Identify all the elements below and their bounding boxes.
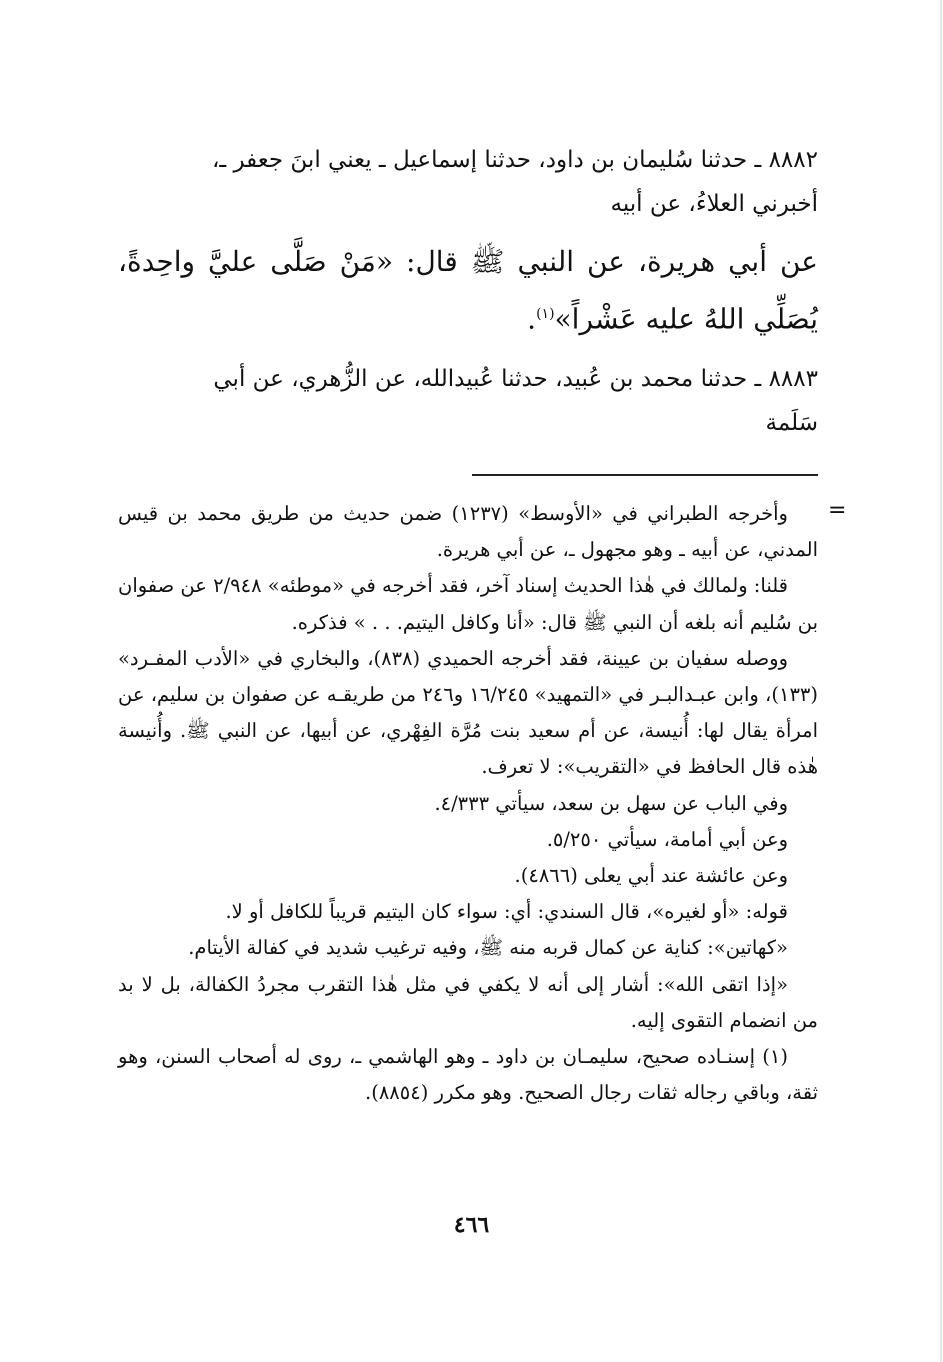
footnote-paragraph: وعن أبي أمامة، سيأتي ٥/٢٥٠. — [546, 827, 788, 851]
footnote-ref-1: (١) — [536, 306, 555, 322]
hadith-8882-sanad — [118, 138, 818, 226]
page-number: ٤٦٦ — [453, 1212, 490, 1238]
hadith-8882-matn-text: عن أبي هريرة، عن النبي ﷺ قال: «مَنْ صَلَّى عليَّ واحِدةً، يُصَلِّي اللهُ عليه عَشْراً» — [118, 245, 818, 336]
hadith-8883-sanad — [118, 357, 818, 445]
footnote-paragraph: وفي الباب عن سهل بن سعد، سيأتي ٤/٣٣٣. — [434, 791, 788, 815]
footnote-paragraph: «إذا اتقى الله»: أشار إلى أنه لا يكفي في مثل هٰذا التقرب مجردُ الكفالة، بل لا بد من انضمام التقوى إليه. — [118, 972, 818, 1032]
hadith-8883-sanad-line2: سَلَمة — [765, 410, 818, 437]
hadith-8882-matn — [118, 236, 818, 345]
footnote-divider — [472, 474, 818, 476]
page-edge-line — [940, 0, 942, 1362]
footnote-paragraph: قلنا: ولمالك في هٰذا الحديث إسناد آخر، فقد أخرجه في «موطئه» ٢/٩٤٨ عن صفوان بن سُليم أنه بلغه أن النبي ﷺ قال: «أنا وكافل اليتيم. . . » فذكره. — [118, 574, 818, 634]
hadith-8883-sanad-line1: ٨٨٨٣ ـ حدثنا محمد بن عُبيد، حدثنا عُبيدالله، عن الزُّهري، عن أبي — [213, 366, 818, 393]
footnote-paragraph: «كهاتين»: كناية عن كمال قربه منه ﷺ، وفيه ترغيب شديد في كفالة الأيتام. — [188, 936, 788, 960]
footnote-paragraph: ووصله سفيان بن عيينة، فقد أخرجه الحميدي (٨٣٨)، والبخاري في «الأدب المفـرد» (١٣٣)، وابن عبـدالبـر في «التمهيد» ١٦/٢٤٥ و٢٤٦ من طريقـه عن صفوان بن سليم، عن امرأة يقال لها: أُنيسة، عن أم سعيد بنت مُرَّة الفِهْري، عن أبيها، عن النبي ﷺ. وأُنيسة هٰذه قال الحافظ في «التقريب»: لا تعرف. — [118, 646, 818, 779]
footnote-1: (١) إسنـاده صحيح، سليمـان بن داود ـ وهو الهاشمي ـ، روى له أصحاب السنن، وهو ثقة، وباقي رجاله ثقات رجال الصحيح. وهو مكرر (٨٨٥٤). — [118, 1045, 818, 1105]
footnote-paragraph: وعن عائشة عند أبي يعلى (٤٨٦٦). — [514, 864, 788, 888]
hadith-8882-sanad-line1: ٨٨٨٢ ـ حدثنا سُليمان بن داود، حدثنا إسماعيل ـ يعني ابنَ جعفر ـ، — [211, 147, 818, 173]
main-text — [118, 138, 818, 455]
continuation-mark: = — [828, 498, 847, 523]
footnote-paragraph: قوله: «أو لغيره»، قال السندي: أي: سواء كان اليتيم قريباً للكافل أو لا. — [225, 900, 788, 924]
footnotes — [118, 496, 818, 1111]
footnote-paragraph: وأخرجه الطبراني في «الأوسط» (١٢٣٧) ضمن حديث من طريق محمد بن قيس المدني، عن أبيه ـ وهو مجهول ـ، عن أبي هريرة. — [118, 502, 818, 562]
hadith-8882-sanad-line2: أخبرني العلاءُ، عن أبيه — [610, 191, 818, 217]
hadith-8882-matn-end: . — [527, 302, 537, 336]
